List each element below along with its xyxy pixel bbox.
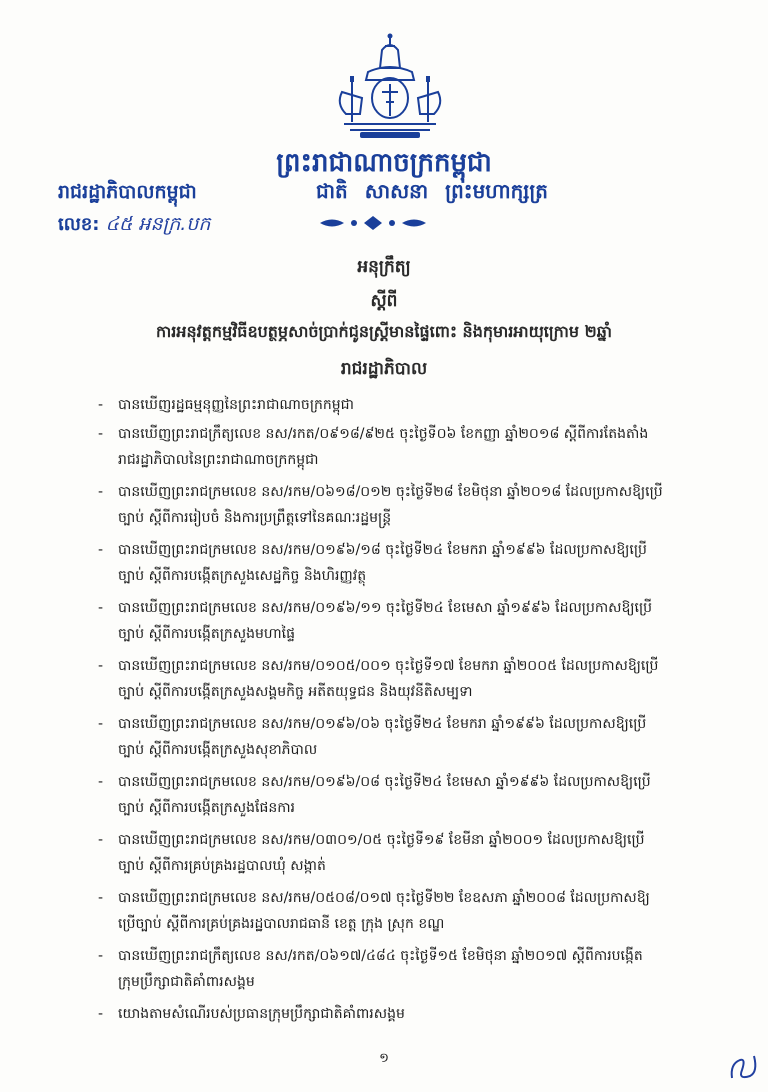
item-line: - បានឃើញព្រះរាជក្រមលេខ នស/រកម/០១៩៦/០៨ ចុះថ្ងៃទី២៤ ខែមេសា ឆ្នាំ១៩៩៦ ដែលប្រកាសឱ្យប្រើ: [118, 774, 651, 790]
item-line: - បានឃើញព្រះរាជក្រមលេខ នស/រកម/០១៩៦/១១ ចុះថ្ងៃទី២៤ ខែមេសា ឆ្នាំ១៩៩៦ ដែលប្រកាសឱ្យប្រើ: [118, 600, 653, 616]
item-line: ច្បាប់ ស្តីពីការគ្រប់គ្រងរដ្ឋបាលឃុំ សង្កាត់: [118, 858, 326, 874]
about-label: ស្តីពី: [370, 291, 398, 311]
document-type: អនុក្រឹត្យ: [357, 257, 411, 277]
item-line: ប្រើច្បាប់ ស្តីពីការគ្រប់គ្រងរដ្ឋបាលរាជធានី ខេត្ត ក្រុង ស្រុក ខណ្ឌ: [118, 916, 445, 932]
handwritten-initials-icon: [726, 1050, 760, 1084]
list-item: [98, 595, 704, 647]
list-item: [98, 943, 704, 995]
issuer-heading: រាជរដ្ឋាភិបាល: [340, 359, 428, 379]
item-line: ច្បាប់ ស្តីពីការបង្កើតក្រសួងសេដ្ឋកិច្ច និងហិរញ្ញវត្ថុ: [118, 568, 367, 584]
item-line: ច្បាប់ ស្តីពីការបង្កើតក្រសួងសុខាភិបាល: [118, 742, 318, 758]
national-motto: ជាតិ សាសនា ព្រះមហាក្សត្រ: [316, 179, 548, 203]
list-item: [98, 537, 704, 589]
kingdom-title: ព្រះរាជាណាចក្រកម្ពុជា: [276, 148, 492, 178]
list-item: [98, 1001, 704, 1027]
item-line: - បានឃើញព្រះរាជក្រមលេខ នស/រកម/០៣០១/០៥ ចុះថ្ងៃទី១៩ ខែមីនា ឆ្នាំ២០០១ ដែលប្រកាសឱ្យប្រើ: [118, 832, 645, 848]
list-item: [98, 827, 704, 879]
item-line: - បានឃើញព្រះរាជក្រមលេខ នស/រកម/០១៩៦/០៦ ចុះថ្ងៃទី២៤ ខែមករា ឆ្នាំ១៩៩៦ ដែលប្រកាសឱ្យប្រើ: [118, 716, 647, 732]
item-line: - បានឃើញព្រះរាជក្រមលេខ នស/រកម/០៥០៨/០១៧ ចុះថ្ងៃទី២២ ខែឧសភា ឆ្នាំ២០០៨ ដែលប្រកាសឱ្យ: [118, 890, 650, 906]
list-item: [98, 769, 704, 821]
list-item: [98, 479, 704, 531]
item-line: - បានឃើញព្រះរាជក្រឹត្យលេខ នស/រកត/០៩១៨/៩២៥ ចុះថ្ងៃទី០៦ ខែកញ្ញា ឆ្នាំ២០១៨ ស្តីពីការតែងតាំង: [118, 426, 649, 442]
item-line: ច្បាប់ ស្តីពីការបង្កើតក្រសួងសង្គមកិច្ច អតីតយុទ្ធជន និងយុវនីតិសម្បទា: [118, 684, 473, 700]
government-label: រាជរដ្ឋាភិបាលកម្ពុជា: [58, 181, 197, 203]
considerations-list: [98, 392, 704, 1027]
reference-number: [58, 212, 210, 240]
list-item: [98, 885, 704, 937]
item-line: - បានឃើញព្រះរាជក្រមលេខ នស/រកម/០១៩៦/១៨ ចុះថ្ងៃទី២៤ ខែមករា ឆ្នាំ១៩៩៦ ដែលប្រកាសឱ្យប្រើ: [118, 542, 647, 558]
item-line: - យោងតាមសំណើរបស់ប្រធានក្រុមប្រឹក្សាជាតិគាំពារសង្គម: [118, 1006, 405, 1022]
item-line: ច្បាប់ ស្តីពីការរៀបចំ និងការប្រព្រឹត្តទៅនៃគណៈរដ្ឋមន្ត្រី: [118, 510, 392, 526]
list-item: [98, 653, 704, 705]
royal-coat-of-arms-icon: [330, 32, 450, 144]
reference-label: លេខ:: [58, 214, 100, 235]
item-line: - បានឃើញព្រះរាជក្រមលេខ នស/រកម/០១០៥/០០១ ចុះថ្ងៃទី១៧ ខែមករា ឆ្នាំ២០០៥ ដែលប្រកាសឱ្យប្រើ: [118, 658, 659, 674]
item-line: - បានឃើញរដ្ឋធម្មនុញ្ញនៃព្រះរាជាណាចក្រកម្ពុជា: [118, 397, 354, 413]
item-line: ច្បាប់ ស្តីពីការបង្កើតក្រសួងមហាផ្ទៃ: [118, 626, 295, 642]
page-number: ១: [379, 1051, 389, 1066]
item-line: - បានឃើញព្រះរាជក្រឹត្យលេខ នស/រកត/០៦១៧/៤៨៤ ចុះថ្ងៃទី១៥ ខែមិថុនា ឆ្នាំ២០១៧ ស្តីពីការបង្កើត: [118, 948, 643, 964]
ornamental-divider-icon: [318, 214, 428, 232]
item-line: ក្រុមប្រឹក្សាជាតិគាំពារសង្គម: [118, 974, 255, 990]
list-item: [98, 711, 704, 763]
reference-value: ៤៥ អនក្រ.បក: [105, 213, 211, 235]
item-line: - បានឃើញព្រះរាជក្រមលេខ នស/រកម/០៦១៨/០១២ ចុះថ្ងៃទី២៨ ខែមិថុនា ឆ្នាំ២០១៨ ដែលប្រកាសឱ្យប្រើ: [118, 484, 663, 500]
list-item: [98, 421, 704, 473]
item-line: ច្បាប់ ស្តីពីការបង្កើតក្រសួងផែនការ: [118, 800, 295, 816]
decree-subject: ការអនុវត្តកម្មវិធីឧបត្ថម្ភសាច់ប្រាក់ជូនស្ត្រីមានផ្ទៃពោះ និងកុមារអាយុក្រោម ២ឆ្នាំ: [156, 322, 612, 341]
item-line: រាជរដ្ឋាភិបាលនៃព្រះរាជាណាចក្រកម្ពុជា: [118, 452, 319, 468]
list-item: [98, 392, 704, 418]
